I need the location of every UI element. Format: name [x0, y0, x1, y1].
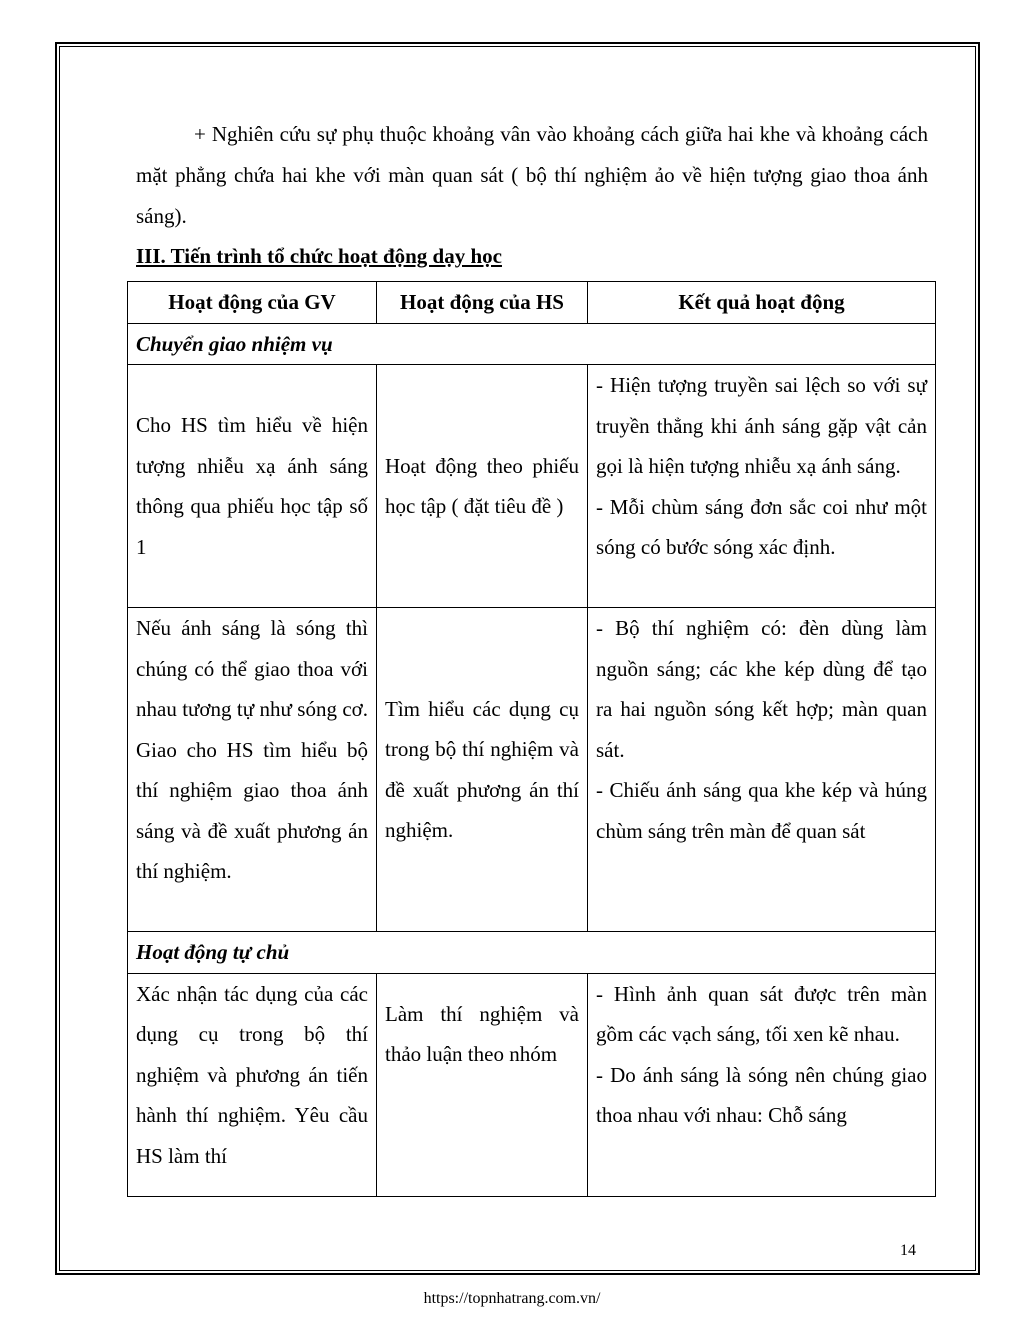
cell-hs: Hoạt động theo phiếu học tập ( đặt tiêu đề ) [377, 365, 588, 608]
section-row [128, 932, 936, 974]
result-line: - Do ánh sáng là sóng nên chúng giao thoa nhau với nhau: Chỗ sáng [596, 1062, 927, 1127]
header-kq: Kết quả hoạt động [588, 282, 936, 324]
section-title-transfer: Chuyển giao nhiệm vụ [128, 323, 936, 365]
header-gv: Hoạt động của GV [128, 282, 377, 324]
intro-paragraph: + Nghiên cứu sự phụ thuộc khoảng vân vào khoảng cách giữa hai khe và khoảng cách mặt phẳng chứa hai khe với màn quan sát ( bộ thí nghiệm ảo về hiện tượng giao thoa ánh sáng). [136, 122, 928, 228]
page-number: 14 [900, 1242, 916, 1259]
cell-hs: Tìm hiểu các dụng cụ trong bộ thí nghiệm và đề xuất phương án thí nghiệm. [377, 608, 588, 932]
table-header-row [128, 282, 936, 324]
cell-kq [588, 365, 936, 608]
cell-kq [588, 608, 936, 932]
cell-gv: Nếu ánh sáng là sóng thì chúng có thể giao thoa với nhau tương tự như sóng cơ. Giao cho HS tìm hiểu bộ thí nghiệm giao thoa ánh sáng và đề xuất phương án thí nghiệm. [128, 608, 377, 932]
cell-gv: Xác nhận tác dụng của các dụng cụ trong bộ thí nghiệm và phương án tiến hành thí nghiệm. Yêu cầu HS làm thí [128, 973, 377, 1196]
cell-hs: Làm thí nghiệm và thảo luận theo nhóm [377, 973, 588, 1196]
cell-kq [588, 973, 936, 1196]
table-row [128, 973, 936, 1196]
result-line: - Hình ảnh quan sát được trên màn gồm các vạch sáng, tối xen kẽ nhau. [596, 981, 927, 1046]
header-hs: Hoạt động của HS [377, 282, 588, 324]
table-row [128, 608, 936, 932]
activity-table [127, 281, 936, 1197]
cell-gv: Cho HS tìm hiểu về hiện tượng nhiễu xạ ánh sáng thông qua phiếu học tập số 1 [128, 365, 377, 608]
intro-text [136, 114, 928, 237]
table-row [128, 365, 936, 608]
footer-url[interactable]: https://topnhatrang.com.vn/ [423, 1290, 601, 1307]
result-line: - Chiếu ánh sáng qua khe kép và húng chùm sáng trên màn để quan sát [596, 778, 927, 843]
section-title-autonomous: Hoạt động tự chủ [128, 932, 936, 974]
result-line: - Bộ thí nghiệm có: đèn dùng làm nguồn sáng; các khe kép dùng để tạo ra hai nguồn sóng kết hợp; màn quan sát. [596, 616, 927, 762]
result-line: - Mỗi chùm sáng đơn sắc coi như một sóng có bước sóng xác định. [596, 494, 927, 559]
result-line: - Hiện tượng truyền sai lệch so với sự truyền thẳng khi ánh sáng gặp vật cản gọi là hiện tượng nhiễu xạ ánh sáng. [596, 373, 927, 478]
section-row [128, 323, 936, 365]
section-heading: III. Tiến trình tổ chức hoạt động dạy học [136, 244, 502, 268]
